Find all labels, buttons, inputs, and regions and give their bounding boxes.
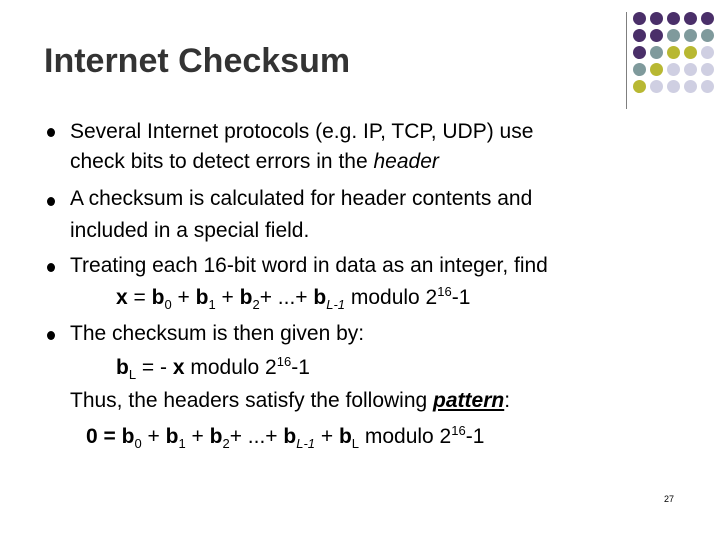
decorative-dot <box>650 80 663 93</box>
header-emphasis: header <box>373 150 439 173</box>
decorative-dot <box>667 80 680 93</box>
decorative-dot <box>633 29 646 42</box>
bullet-4-line-1: The checksum is then given by: <box>70 322 365 345</box>
decorative-dot <box>667 46 680 59</box>
title-divider-line <box>626 12 627 109</box>
decorative-dot <box>684 12 697 25</box>
pattern-equation: $0 = b_0 + b_1 + b_2+$ ...+ $b_{L-1} + b_L$ modulo $2^{16}-1$ <box>86 423 485 452</box>
decorative-dot <box>650 63 663 76</box>
decorative-dot <box>684 46 697 59</box>
decorative-dot <box>650 29 663 42</box>
decorative-dot <box>684 63 697 76</box>
decorative-dot <box>701 80 714 93</box>
bullet-marker <box>47 263 55 272</box>
pattern-sentence: Thus, the headers satisfy the following pattern: <box>70 389 511 412</box>
pattern-emphasis: pattern <box>433 389 505 412</box>
bullet-2-line-2: included in a special field. <box>70 219 310 242</box>
decorative-dot <box>633 63 646 76</box>
decorative-dot <box>701 12 714 25</box>
decorative-dot <box>701 29 714 42</box>
bullet-1-line-2: check bits to detect errors in the header <box>70 150 439 173</box>
bullet-marker <box>47 128 55 137</box>
page-number: 27 <box>664 494 675 504</box>
bullet-1-line-1: Several Internet protocols (e.g. IP, TCP, UDP) use <box>70 120 534 143</box>
decorative-dot <box>667 29 680 42</box>
decorative-dot <box>684 29 697 42</box>
decorative-dot <box>633 46 646 59</box>
bullet-3-line-1: Treating each 16-bit word in data as an integer, find <box>70 254 548 277</box>
checksum-equation: $b_L$ = - x modulo $2^{16}-1$ <box>116 354 310 383</box>
decorative-dot <box>633 12 646 25</box>
decorative-dot <box>701 63 714 76</box>
decorative-dot <box>650 12 663 25</box>
decorative-dot <box>667 12 680 25</box>
slide-title: Internet Checksum <box>44 42 351 80</box>
sum-equation: $x = b_0 + b_1 + b_2+$ ...+ $b_{L-1}$ modulo $2^{16}-1$ <box>116 284 471 313</box>
decorative-dot <box>667 63 680 76</box>
decorative-dot <box>650 46 663 59</box>
bullet-2-line-1: A checksum is calculated for header contents and <box>70 187 533 210</box>
decorative-dot <box>633 80 646 93</box>
decorative-dot <box>701 46 714 59</box>
bullet-marker <box>47 197 55 206</box>
decorative-dot <box>684 80 697 93</box>
bullet-marker <box>47 331 55 340</box>
